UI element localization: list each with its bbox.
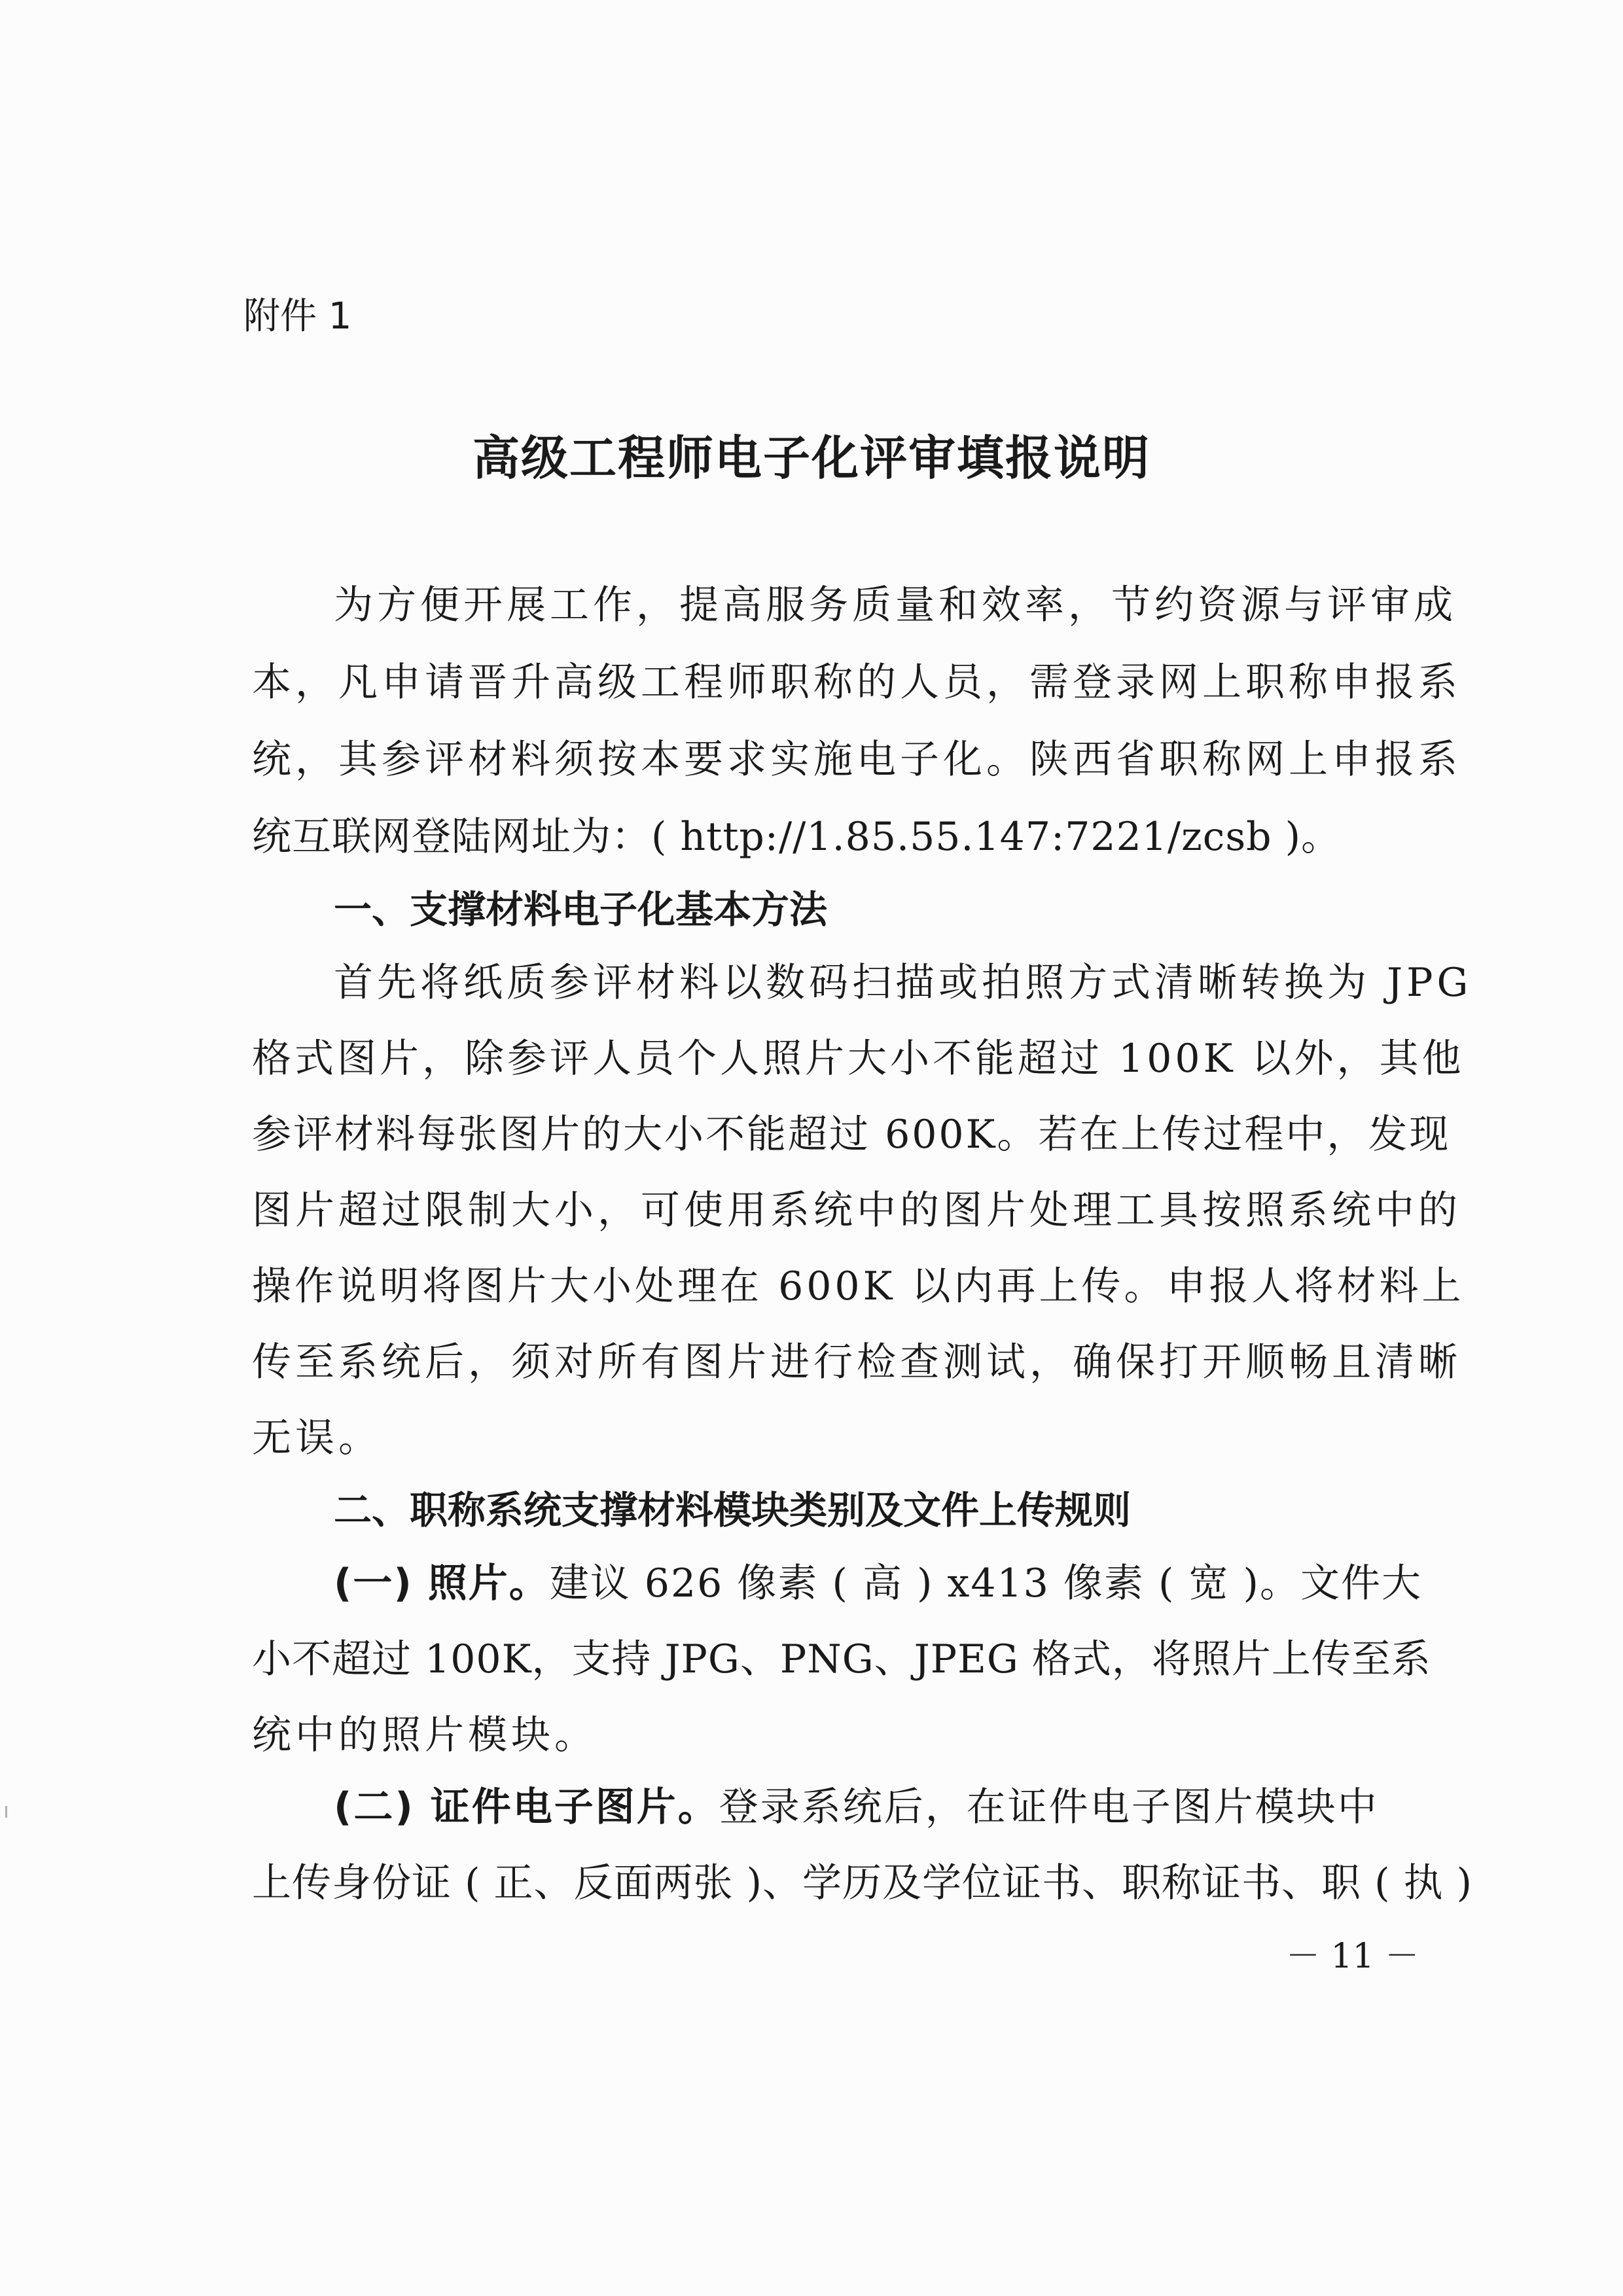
- item1-text-1: 建议 626 像素 ( 高 ) x413 像素 ( 宽 )。文件大: [549, 1561, 1422, 1606]
- intro-line-1: 为方便开展工作，提高服务质量和效率，节约资源与评审成: [334, 582, 1457, 628]
- attachment-label: 附件 1: [243, 295, 352, 338]
- section1-line-1: 首先将纸质参评材料以数码扫描或拍照方式清晰转换为 JPG: [334, 960, 1472, 1006]
- section1-line-2: 格式图片，除参评人员个人照片大小不能超过 100K 以外，其他: [252, 1036, 1465, 1082]
- section1-line-7: 无误。: [252, 1415, 382, 1461]
- item2-line-1: [334, 1781, 1379, 1833]
- page-number: － 11 －: [1286, 1937, 1419, 1976]
- intro-line-3: 统，其参评材料须按本要求实施电子化。陕西省职称网上申报系: [252, 737, 1461, 783]
- item1-line-2: 小不超过 100K，支持 JPG、PNG、JPEG 格式，将照片上传至系: [252, 1636, 1431, 1682]
- intro-line-2: 本，凡申请晋升高级工程师职称的人员，需登录网上职称申报系: [252, 660, 1461, 705]
- item2-line-2: 上传身份证 ( 正、反面两张 )、学历及学位证书、职称证书、职 ( 执 ): [252, 1860, 1473, 1906]
- section1-line-5: 操作说明将图片大小处理在 600K 以内再上传。申报人将材料上: [252, 1263, 1465, 1309]
- item1-line-3: 统中的照片模块。: [252, 1712, 597, 1758]
- item2-text-1: 登录系统后，在证件电子图片模块中: [719, 1784, 1379, 1830]
- section2-heading: 二、职称系统支撑材料模块类别及文件上传规则: [334, 1488, 1132, 1532]
- intro-line-4: 统互联网登陆网址为：( http://1.85.55.147:7221/zcsb )。: [252, 814, 1342, 860]
- item1-label: (一) 照片。: [334, 1561, 550, 1606]
- item2-label: (二) 证件电子图片。: [334, 1784, 719, 1830]
- item1-line-1: [334, 1557, 1422, 1610]
- document-title: 高级工程师电子化评审填报说明: [472, 431, 1150, 486]
- section1-line-3: 参评材料每张图片的大小不能超过 600K。若在上传过程中，发现: [252, 1112, 1451, 1157]
- section1-line-6: 传至系统后，须对所有图片进行检查测试，确保打开顺畅且清晰: [252, 1339, 1461, 1385]
- section1-heading: 一、支撑材料电子化基本方法: [334, 887, 828, 932]
- section1-line-4: 图片超过限制大小，可使用系统中的图片处理工具按照系统中的: [252, 1188, 1461, 1233]
- scan-edge-mark: [5, 1806, 7, 1818]
